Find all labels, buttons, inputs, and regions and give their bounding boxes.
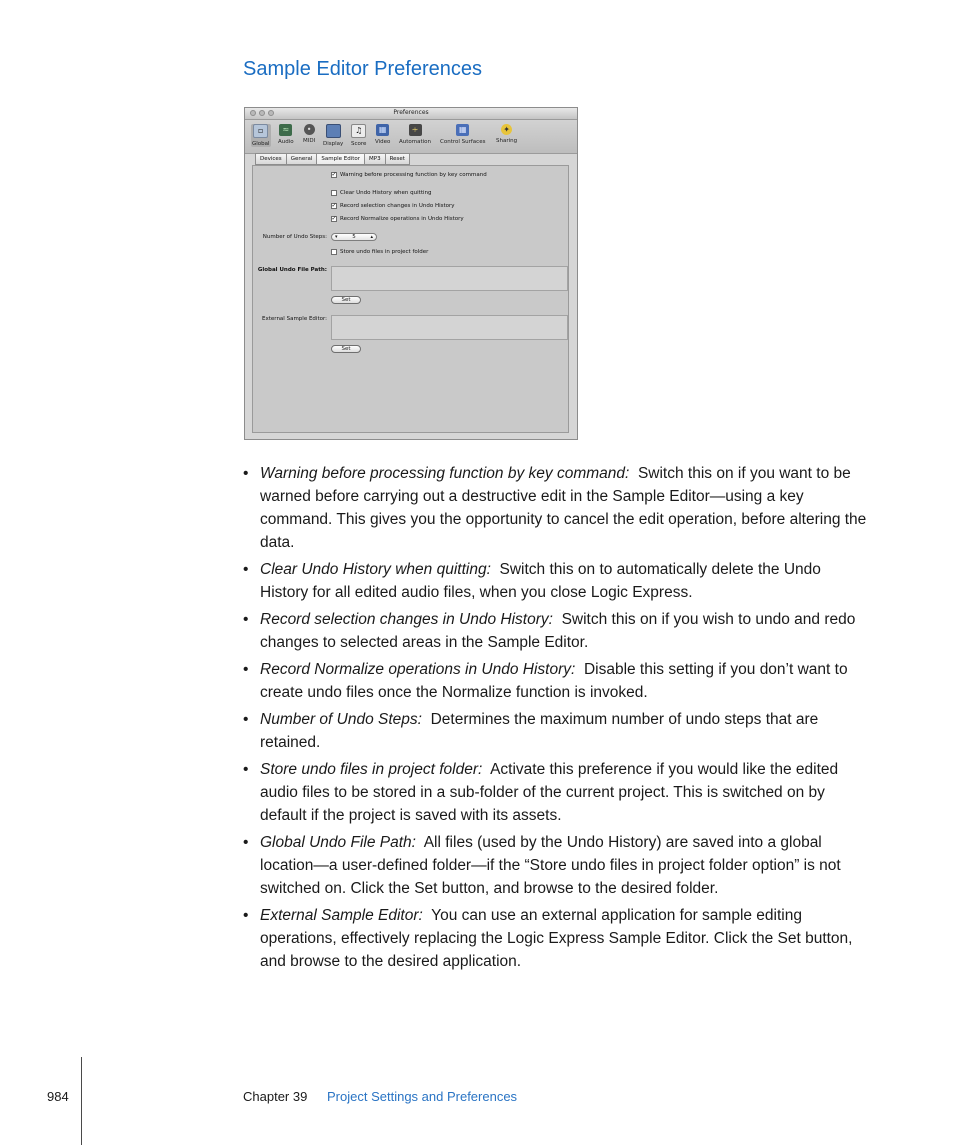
sharing-icon: ✦ (501, 124, 512, 135)
list-item (243, 658, 873, 704)
toolbar-label: Score (351, 141, 367, 147)
bullet-text: Switch this on if you wish to undo and redo changes to selected areas in the Sample Editor. (260, 611, 856, 651)
footer-divider (81, 1057, 82, 1145)
toolbar-label: Audio (278, 139, 294, 145)
warning-label: Warning before processing function by key command (340, 172, 487, 178)
toolbar-label: Video (375, 139, 391, 145)
store-undo-option[interactable] (331, 249, 428, 255)
toolbar-sharing[interactable] (496, 124, 517, 144)
global-icon: ▫ (253, 124, 268, 138)
preferences-tabs (255, 153, 410, 165)
global-undo-set-button[interactable]: Set (331, 296, 361, 304)
list-item (243, 904, 873, 973)
preferences-toolbar (245, 120, 577, 154)
bullet-term: Record Normalize operations in Undo History: (260, 661, 576, 678)
record-normalize-label: Record Normalize operations in Undo History (340, 216, 464, 222)
bullet-term: Warning before processing function by key command: (260, 465, 630, 482)
list-item (243, 558, 873, 604)
record-selection-label: Record selection changes in Undo History (340, 203, 455, 209)
list-item (243, 831, 873, 900)
external-editor-set-button[interactable]: Set (331, 345, 361, 353)
record-selection-option[interactable] (331, 203, 455, 209)
store-undo-checkbox[interactable] (331, 249, 337, 255)
control-surfaces-icon: ▦ (456, 124, 469, 136)
toolbar-automation[interactable] (399, 124, 431, 145)
toolbar-display[interactable] (323, 124, 343, 147)
warning-checkbox[interactable]: ✓ (331, 171, 337, 178)
audio-icon: ≈ (279, 124, 292, 136)
preferences-description-list (243, 462, 873, 977)
toolbar-midi[interactable] (303, 124, 315, 144)
tab-devices[interactable]: Devices (255, 153, 286, 165)
toolbar-label: Automation (399, 139, 432, 145)
store-undo-label: Store undo files in project folder (340, 249, 429, 255)
bullet-text: All files (used by the Undo History) are saved into a global location—a user-defined folder—if the “Store undo files in project folder option” is not switched on. Click the Set button, and browse to the desired folder. (260, 834, 841, 897)
toolbar-label: Global (252, 141, 270, 147)
clear-undo-checkbox[interactable] (331, 190, 337, 196)
toolbar-label: Display (323, 141, 344, 147)
tab-general[interactable]: General (286, 153, 317, 165)
external-editor-label: External Sample Editor: (262, 316, 327, 322)
preferences-window (244, 107, 578, 440)
window-title: Preferences (393, 109, 429, 116)
sample-editor-panel (252, 165, 569, 433)
display-icon (326, 124, 341, 138)
bullet-text: Disable this setting if you don’t want to create undo files once the Normalize function is invoked. (260, 661, 848, 701)
chevron-up-icon[interactable]: ▴ (370, 234, 373, 240)
warning-option[interactable] (331, 172, 487, 178)
page-number: 984 (47, 1089, 69, 1104)
bullet-text: You can use an external application for sample editing operations, effectively replacing the Logic Express Sample Editor. Click the Set button, and browse to the desired application. (260, 907, 853, 970)
record-selection-checkbox[interactable]: ✓ (331, 202, 337, 209)
bullet-text: Activate this preference if you would like the edited audio files to be stored in a sub-folder of the current project. This is switched on by default if the project is saved with its assets. (260, 761, 839, 824)
toolbar-video[interactable] (375, 124, 390, 145)
toolbar-global[interactable] (251, 124, 271, 147)
list-item (243, 462, 873, 554)
toolbar-audio[interactable] (278, 124, 294, 145)
bullet-term: Record selection changes in Undo History: (260, 611, 553, 628)
toolbar-label: Sharing (496, 138, 518, 144)
clear-undo-option[interactable] (331, 190, 432, 196)
undo-steps-value: 5 (352, 234, 356, 240)
video-icon: ▦ (376, 124, 389, 136)
bullet-text: Determines the maximum number of undo steps that are retained. (260, 711, 819, 751)
record-normalize-checkbox[interactable]: ✓ (331, 215, 337, 222)
bullet-term: Clear Undo History when quitting: (260, 561, 491, 578)
chevron-down-icon[interactable]: ▾ (335, 234, 338, 240)
chapter-title-link[interactable]: Project Settings and Preferences (327, 1089, 518, 1104)
undo-steps-label: Number of Undo Steps: (262, 234, 327, 240)
undo-steps-stepper[interactable] (331, 233, 377, 241)
external-editor-field (331, 315, 568, 340)
bullet-term: External Sample Editor: (260, 907, 423, 924)
midi-icon: • (304, 124, 315, 135)
score-icon: ♫ (351, 124, 366, 138)
toolbar-score[interactable] (351, 124, 366, 147)
global-undo-path-field (331, 266, 568, 291)
toolbar-control-surfaces[interactable] (440, 124, 485, 145)
tab-mp3[interactable]: MP3 (364, 153, 385, 165)
global-undo-path-label: Global Undo File Path: (257, 267, 327, 273)
bullet-term: Store undo files in project folder: (260, 761, 483, 778)
bullet-term: Number of Undo Steps: (260, 711, 422, 728)
tab-reset[interactable]: Reset (385, 153, 410, 165)
bullet-term: Global Undo File Path: (260, 834, 416, 851)
list-item (243, 608, 873, 654)
bullet-text: Switch this on to automatically delete the Undo History for all edited audio files, when you close Logic Express. (260, 561, 821, 601)
automation-icon: ∻ (409, 124, 422, 136)
chapter-label: Chapter 39 (243, 1089, 308, 1104)
toolbar-label: Control Surfaces (440, 139, 486, 145)
list-item (243, 708, 873, 754)
bullet-text: Switch this on if you want to be warned before carrying out a destructive edit in the Sample Editor—using a key command. This gives you the opportunity to cancel the edit operation, before altering the data. (260, 465, 867, 551)
clear-undo-label: Clear Undo History when quitting (340, 190, 432, 196)
tab-sample-editor[interactable]: Sample Editor (316, 153, 364, 165)
toolbar-label: MIDI (303, 138, 316, 144)
record-normalize-option[interactable] (331, 216, 464, 222)
section-heading: Sample Editor Preferences (243, 58, 483, 80)
window-titlebar (245, 108, 577, 120)
list-item (243, 758, 873, 827)
